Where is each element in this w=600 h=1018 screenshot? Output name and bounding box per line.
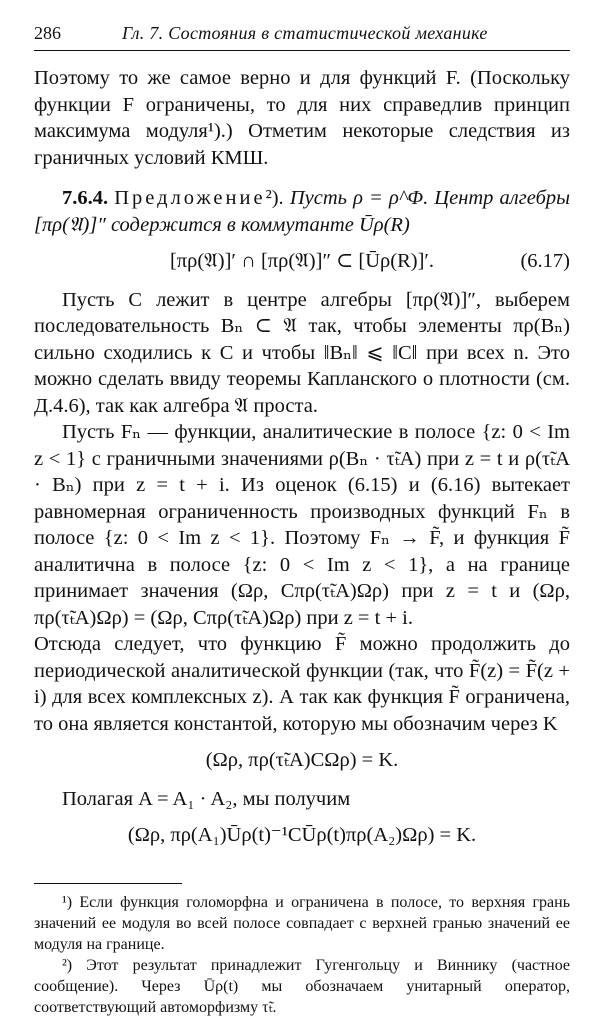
page-number: 286: [34, 23, 61, 43]
running-header: [34, 22, 570, 51]
paragraph-proof-1: Пусть C лежит в центре алгебры [πρ(𝔄)]″, выберем последовательность Bₙ ⊂ 𝔄 так, чтобы элементы πρ(Bₙ) сильно сходились к C и чтобы ‖Bₙ‖ ⩽ ‖C‖ при всех n. Это можно сделать ввиду теоремы Капланского о плотности (см. Д.4.6), так как алгебра 𝔄 проста.: [34, 288, 570, 417]
equation-final: [34, 822, 570, 849]
proposition-text: Пусть ρ = ρ^Φ. Центр алгебры [πρ(𝔄)]″ содержится в коммутанте Ūρ(R): [34, 187, 571, 236]
equation-6-17-number: (6.17): [520, 250, 570, 272]
equation-6-17: [34, 248, 570, 275]
paragraph-proof-2: Пусть Fₙ — функции, аналитические в полосе {z: 0 < Im z < 1} с граничными значениями ρ(Bₙ · τ̃ₜA) при z = t и ρ(τ̃ₜA · Bₙ) при z = t + i. Из оценок (6.15) и (6.16) вытекает равномерная ограниченность производных функций Fₙ в полосе {z: 0 < Im z < 1}. Поэтому Fₙ → F̃, и функция F̃ аналитична в полосе {z: 0 < Im z < 1}, а на границе принимает значения (Ωρ, Cπρ(τ̃ₜA)Ωρ) при z = t и (Ωρ, πρ(τ̃ₜA)Ωρ) = (Ωρ, Cπρ(τ̃ₜA)Ωρ) при z = t + i.: [34, 421, 570, 629]
footnote-separator: [34, 883, 182, 884]
footnotes: [34, 892, 570, 1018]
proposition-number: 7.6.4.: [62, 187, 109, 209]
equation-final-body: (Ωρ, πρ(A₁)Ūρ(t)⁻¹CŪρ(t)πρ(A₂)Ωρ) = K.: [127, 824, 477, 846]
proposition-word: Предложение: [114, 187, 266, 209]
equation-k-body: (Ωρ, πρ(τ̃ₜA)CΩρ) = K.: [205, 749, 399, 771]
footnote-2: ²) Этот результат принадлежит Гугенгольцу и Виннику (частное сообщение). Через Ūρ(t) мы обозначаем унитарный оператор, соответствующий автоморфизму τ̃ₜ.: [34, 956, 570, 1016]
footnote-1: ¹) Если функция голоморфна и ограничена в полосе, то верхняя грань значений ее модуля во всей полосе совпадает с верхней гранью значений ее модуля на границе.: [34, 893, 570, 953]
proposition-statement: [34, 185, 570, 238]
proposition-footnote-ref: ²).: [265, 187, 284, 209]
paragraph-intro: Поэтому то же самое верно и для функций F. (Поскольку функции F ограничены, то для них справедлив принцип максимума модуля¹).) Отметим некоторые следствия из граничных условий КМШ.: [34, 67, 570, 169]
equation-6-17-body: [πρ(𝔄)]′ ∩ [πρ(𝔄)]″ ⊂ [Ūρ(R)]′.: [169, 250, 435, 272]
paragraph-substitution: Полагая A = A₁ · A₂, мы получим: [62, 787, 351, 810]
equation-k: [34, 747, 570, 774]
paragraph-proof-3: Отсюда следует, что функцию F̃ можно продолжить до периодической аналитической функции (так, что F̃(z) = F̃(z + i) для всех комплексных z). А так как функция F̃ ограничена, то она является константой, которую мы обозначим через K: [34, 633, 570, 735]
chapter-title: Гл. 7. Состояния в статистической механике: [122, 23, 488, 43]
